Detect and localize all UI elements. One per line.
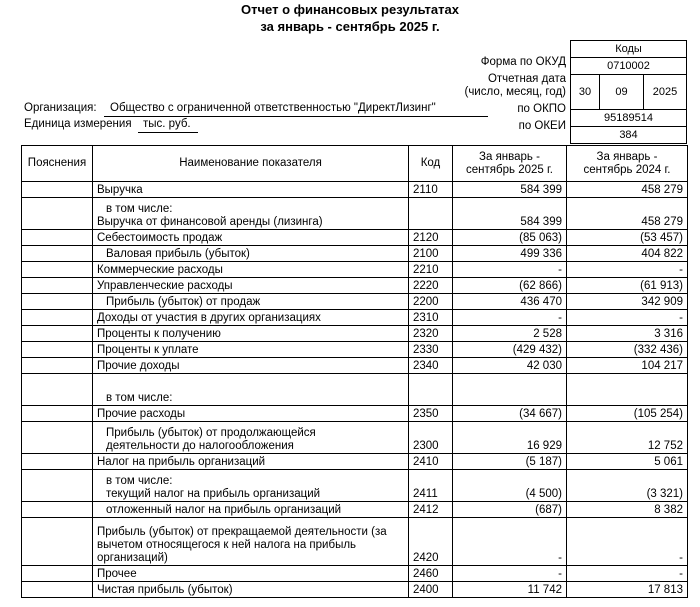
row-previous-value: 5 061 <box>567 454 688 470</box>
row-name <box>93 406 409 422</box>
row-previous-value: (53 457) <box>567 230 688 246</box>
row-name <box>93 566 409 582</box>
row-current-value: (687) <box>453 502 567 518</box>
table-row <box>22 230 688 246</box>
row-name-line: Себестоимость продаж <box>97 232 223 244</box>
row-previous-value: 458 279 <box>567 182 688 198</box>
financial-results-table <box>21 145 688 598</box>
table-row <box>22 582 688 598</box>
row-current-value: 436 470 <box>453 294 567 310</box>
row-name-line: Чистая прибыль (убыток) <box>97 584 233 596</box>
unit-underline <box>138 132 198 133</box>
row-previous-value: (61 913) <box>567 278 688 294</box>
row-name-line: Валовая прибыль (убыток) <box>106 248 250 260</box>
unit-label: Единица измерения <box>24 118 132 130</box>
row-previous-value: - <box>567 310 688 326</box>
row-notes <box>22 454 93 470</box>
row-notes <box>22 470 93 502</box>
row-previous-value: (105 254) <box>567 406 688 422</box>
table-row <box>22 198 688 230</box>
row-name <box>93 230 409 246</box>
row-code: 2300 <box>409 422 453 454</box>
row-code <box>409 198 453 230</box>
row-code: 2110 <box>409 182 453 198</box>
row-notes <box>22 230 93 246</box>
row-notes <box>22 342 93 358</box>
row-name-line: отложенный налог на прибыль организаций <box>106 504 342 516</box>
row-name-line: вычетом относящегося к ней налога на прибыль <box>97 539 357 551</box>
okei-code: 384 <box>571 127 687 144</box>
row-name-line: Коммерческие расходы <box>97 264 223 276</box>
row-name-line: Прибыль (убыток) от продаж <box>106 296 261 308</box>
row-name <box>93 262 409 278</box>
organization-label: Организация: <box>24 102 97 114</box>
row-name <box>93 198 409 230</box>
table-row <box>22 454 688 470</box>
row-code: 2411 <box>409 470 453 502</box>
okei-label: по ОКЕИ <box>518 120 566 132</box>
row-name-line: Налог на прибыль организаций <box>97 456 266 468</box>
row-code: 2410 <box>409 454 453 470</box>
row-name <box>93 358 409 374</box>
organization-underline <box>104 116 488 117</box>
row-current-value: 11 742 <box>453 582 567 598</box>
row-current-value: (85 063) <box>453 230 567 246</box>
row-name-line: Выручка <box>97 184 143 196</box>
row-previous-value: 104 217 <box>567 358 688 374</box>
row-current-value: 42 030 <box>453 358 567 374</box>
row-name-line: организаций) <box>97 552 168 564</box>
row-current-value: (62 866) <box>453 278 567 294</box>
row-current-value: - <box>453 518 567 566</box>
row-current-value: (429 432) <box>453 342 567 358</box>
row-code: 2210 <box>409 262 453 278</box>
table-row <box>22 278 688 294</box>
row-name <box>93 582 409 598</box>
codes-header: Коды <box>571 41 687 58</box>
row-name <box>93 310 409 326</box>
report-date-label: Отчетная дата <box>487 73 566 85</box>
row-notes <box>22 198 93 230</box>
row-name-line: деятельности до налогообложения <box>106 440 294 452</box>
row-code: 2330 <box>409 342 453 358</box>
row-name <box>93 502 409 518</box>
table-row <box>22 246 688 262</box>
row-name-line: Прочие доходы <box>97 360 180 372</box>
row-previous-value: (3 321) <box>567 470 688 502</box>
row-previous-value: 12 752 <box>567 422 688 454</box>
row-name <box>93 278 409 294</box>
row-current-value: (4 500) <box>453 470 567 502</box>
report-period: за январь - сентябрь 2025 г. <box>260 19 440 34</box>
table-row <box>22 518 688 566</box>
row-notes <box>22 278 93 294</box>
row-name-line: в том числе: <box>106 475 173 487</box>
row-previous-value: 404 822 <box>567 246 688 262</box>
row-current-value <box>453 374 567 406</box>
row-name-line: Доходы от участия в других организациях <box>97 312 321 324</box>
row-name <box>93 422 409 454</box>
table-row <box>22 310 688 326</box>
row-notes <box>22 326 93 342</box>
row-notes <box>22 502 93 518</box>
row-current-value: - <box>453 262 567 278</box>
row-name <box>93 470 409 502</box>
row-code: 2100 <box>409 246 453 262</box>
codes-box <box>570 40 687 144</box>
row-previous-value: 8 382 <box>567 502 688 518</box>
row-name <box>93 246 409 262</box>
report-year: 2025 <box>644 75 687 110</box>
row-name-line: Прибыль (убыток) от прекращаемой деятельности (за <box>97 526 387 538</box>
row-code: 2420 <box>409 518 453 566</box>
report-month: 09 <box>600 75 644 110</box>
row-name <box>93 326 409 342</box>
row-code: 2320 <box>409 326 453 342</box>
form-okud-label: Форма по ОКУД <box>480 56 566 68</box>
table-row <box>22 326 688 342</box>
table-row <box>22 374 688 406</box>
row-notes <box>22 566 93 582</box>
row-name <box>93 374 409 406</box>
table-header-row <box>22 146 688 182</box>
row-notes <box>22 182 93 198</box>
row-name-line: Выручка от финансовой аренды (лизинга) <box>97 216 323 228</box>
row-notes <box>22 518 93 566</box>
row-name <box>93 518 409 566</box>
row-name-line: Проценты к уплате <box>97 344 199 356</box>
row-name-line: в том числе: <box>106 203 173 215</box>
table-row <box>22 566 688 582</box>
row-code: 2310 <box>409 310 453 326</box>
row-name-line: Прибыль (убыток) от продолжающейся <box>106 427 316 439</box>
unit-value: тыс. руб. <box>143 118 191 130</box>
table-row <box>22 406 688 422</box>
row-notes <box>22 582 93 598</box>
table-row <box>22 422 688 454</box>
row-previous-value: - <box>567 518 688 566</box>
table-row <box>22 182 688 198</box>
row-previous-value: 17 813 <box>567 582 688 598</box>
row-previous-value: 3 316 <box>567 326 688 342</box>
row-current-value: - <box>453 566 567 582</box>
table-row <box>22 294 688 310</box>
row-name-line: Проценты к получению <box>97 328 221 340</box>
row-code: 2412 <box>409 502 453 518</box>
row-previous-value: - <box>567 262 688 278</box>
row-code: 2120 <box>409 230 453 246</box>
report-title: Отчет о финансовых результатах <box>241 2 459 17</box>
row-notes <box>22 406 93 422</box>
row-notes <box>22 294 93 310</box>
row-name-line: в том числе: <box>106 392 173 404</box>
report-date-format: (число, месяц, год) <box>464 86 566 98</box>
row-previous-value <box>567 374 688 406</box>
row-name <box>93 342 409 358</box>
row-name-line: Прочие расходы <box>97 408 186 420</box>
row-current-value: 584 399 <box>453 182 567 198</box>
okud-code: 0710002 <box>571 58 687 75</box>
header-current-period: За январь - сентябрь 2025 г. <box>453 146 567 182</box>
row-code <box>409 374 453 406</box>
row-name <box>93 454 409 470</box>
table-row <box>22 470 688 502</box>
organization-name: Общество с ограниченной ответственностью "ДиректЛизинг" <box>110 102 436 114</box>
row-previous-value: (332 436) <box>567 342 688 358</box>
row-name <box>93 182 409 198</box>
row-code: 2350 <box>409 406 453 422</box>
row-previous-value: 342 909 <box>567 294 688 310</box>
header-code: Код <box>409 146 453 182</box>
table-row <box>22 262 688 278</box>
okpo-code: 95189514 <box>571 110 687 127</box>
row-notes <box>22 422 93 454</box>
row-notes <box>22 374 93 406</box>
row-current-value: 2 528 <box>453 326 567 342</box>
row-notes <box>22 246 93 262</box>
row-name <box>93 294 409 310</box>
row-current-value: 499 336 <box>453 246 567 262</box>
row-notes <box>22 310 93 326</box>
table-row <box>22 502 688 518</box>
row-current-value: 16 929 <box>453 422 567 454</box>
row-current-value: (34 667) <box>453 406 567 422</box>
row-notes <box>22 358 93 374</box>
row-code: 2340 <box>409 358 453 374</box>
row-current-value: (5 187) <box>453 454 567 470</box>
header-name: Наименование показателя <box>93 146 409 182</box>
header-notes: Пояснения <box>22 146 93 182</box>
report-day: 30 <box>571 75 600 110</box>
table-row <box>22 342 688 358</box>
row-code: 2200 <box>409 294 453 310</box>
row-previous-value: 458 279 <box>567 198 688 230</box>
row-name-line: Управленческие расходы <box>97 280 233 292</box>
row-current-value: - <box>453 310 567 326</box>
row-current-value: 584 399 <box>453 198 567 230</box>
row-code: 2220 <box>409 278 453 294</box>
row-name-line: Прочее <box>97 568 137 580</box>
table-row <box>22 358 688 374</box>
row-previous-value: - <box>567 566 688 582</box>
okpo-label: по ОКПО <box>517 103 566 115</box>
row-code: 2460 <box>409 566 453 582</box>
row-code: 2400 <box>409 582 453 598</box>
row-notes <box>22 262 93 278</box>
row-name-line: текущий налог на прибыль организаций <box>106 488 321 500</box>
header-previous-period: За январь - сентябрь 2024 г. <box>567 146 688 182</box>
